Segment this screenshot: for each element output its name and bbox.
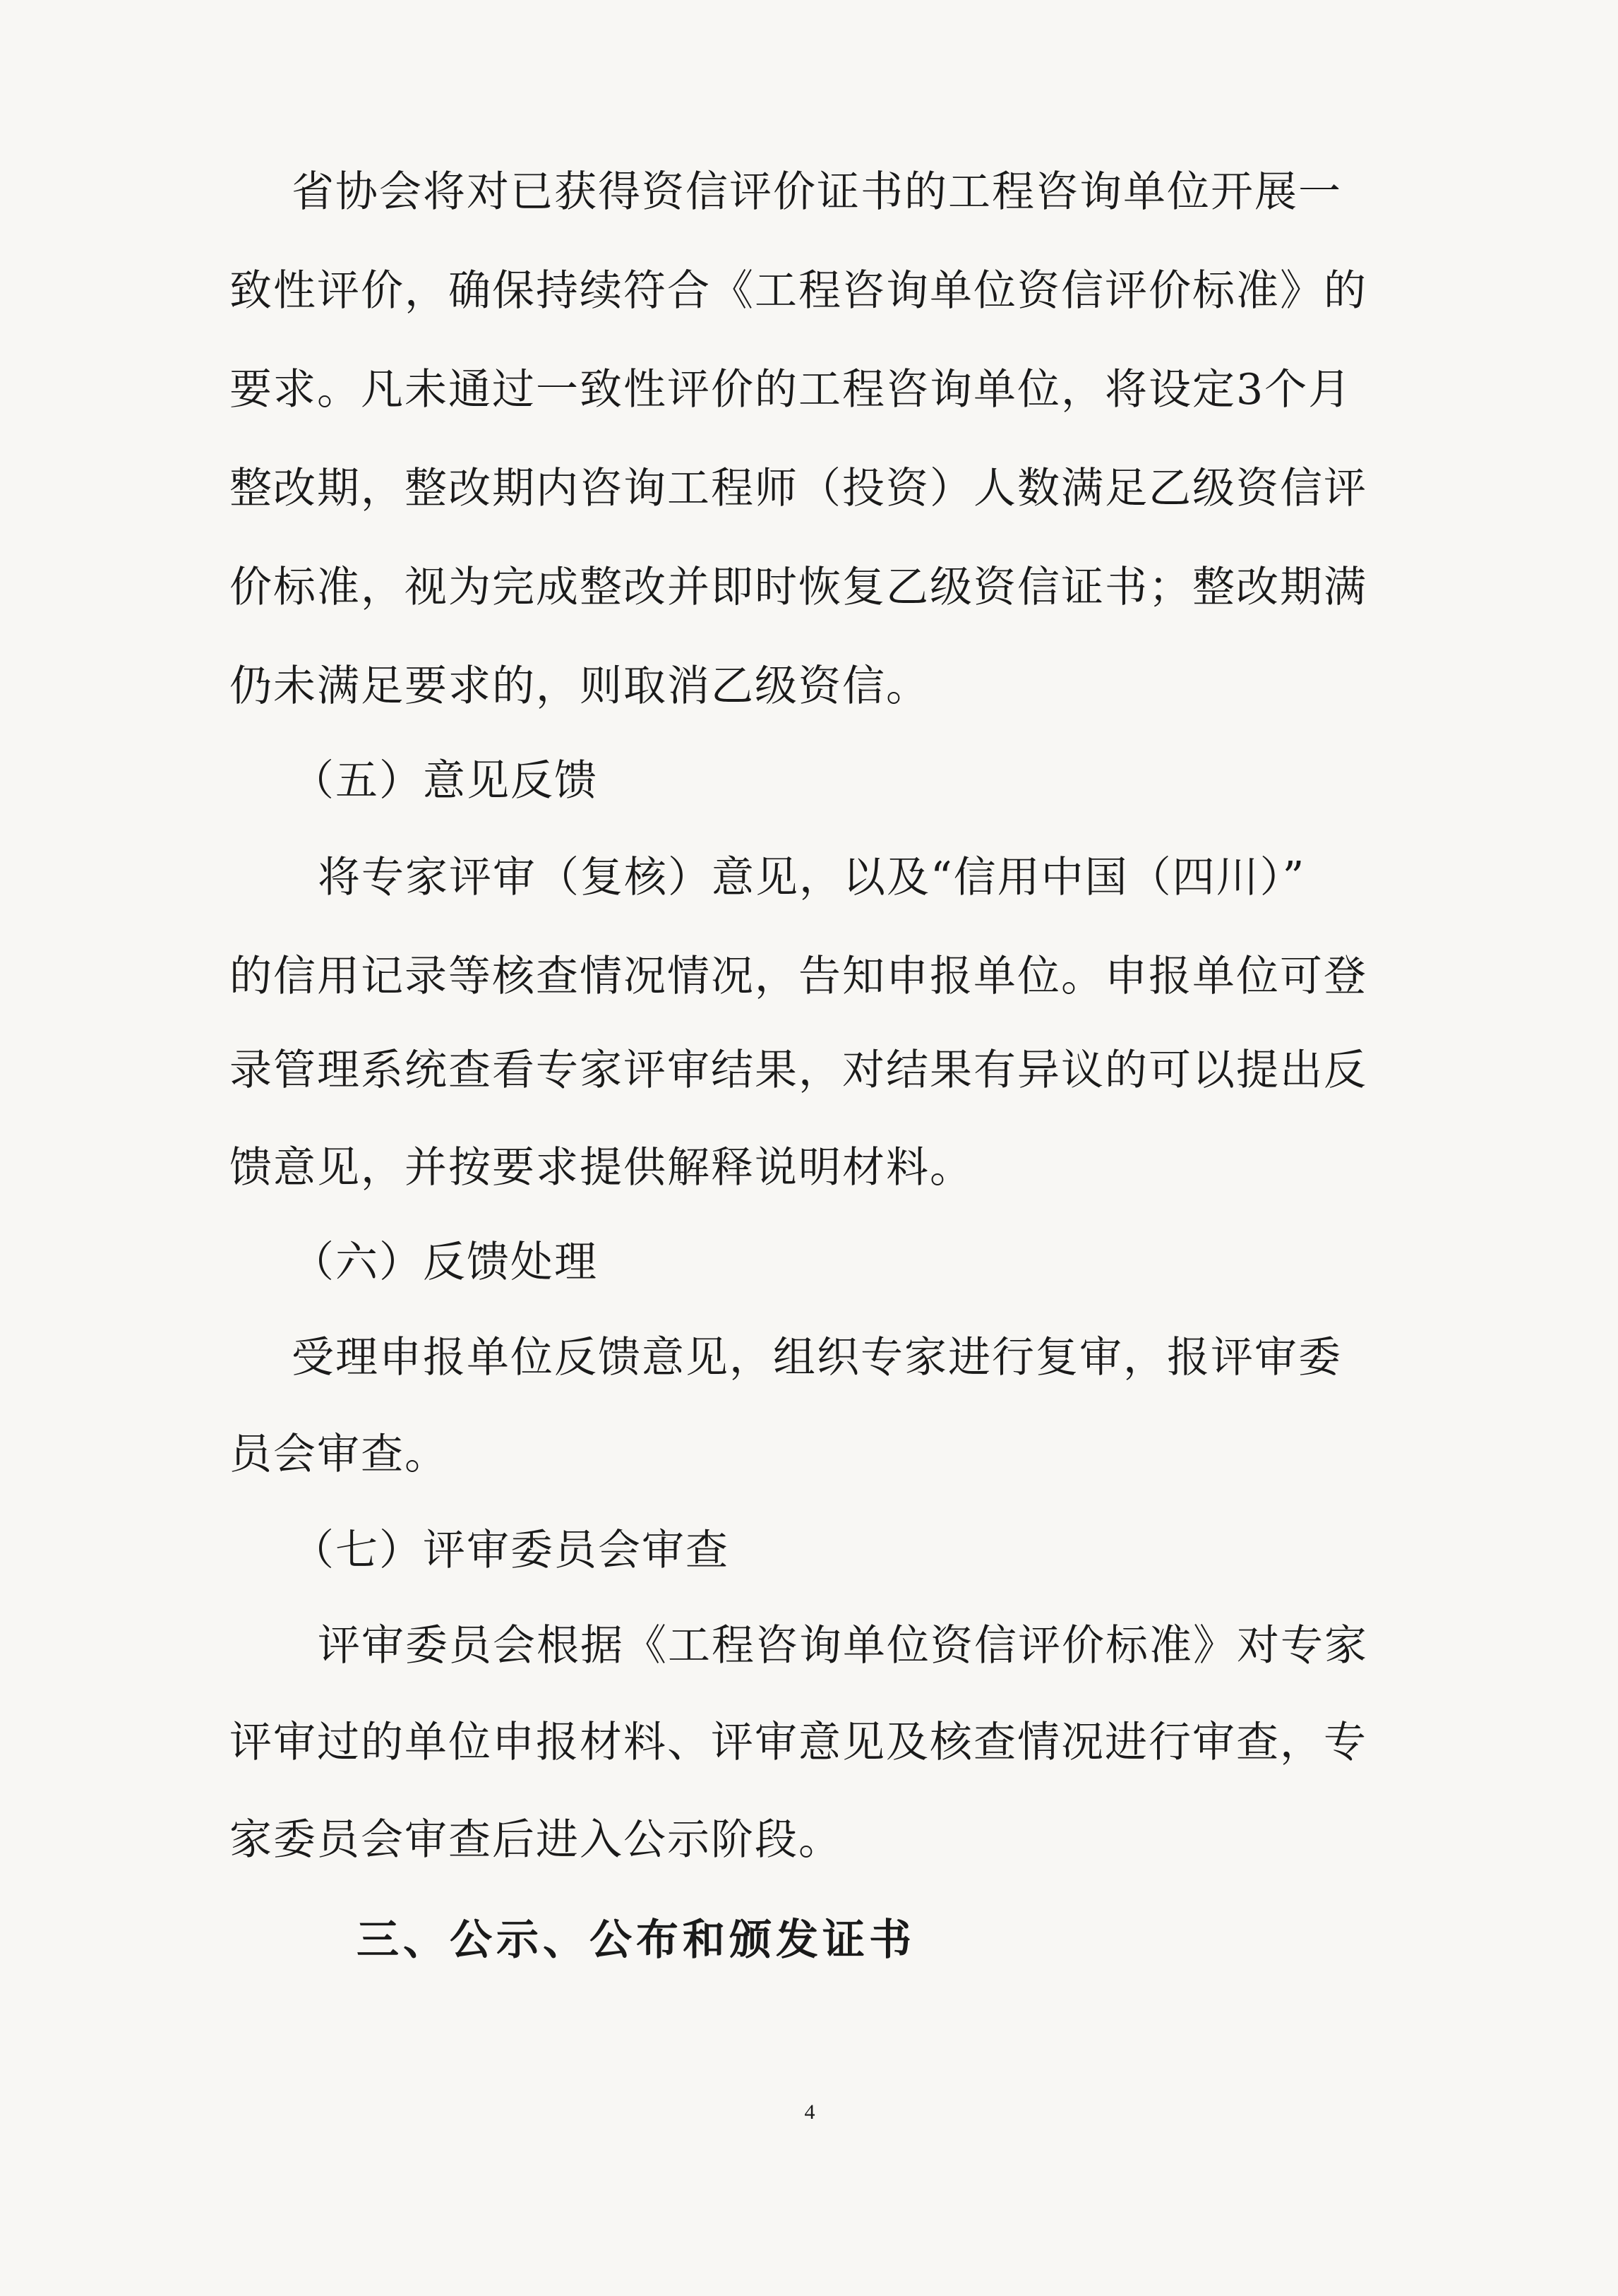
paragraph-line: 馈意见，并按要求提供解释说明材料。: [229, 1143, 973, 1192]
section-7-title: （七）评审委员会审查: [292, 1526, 729, 1575]
chapter-3-heading: 三、公示、公布和颁发证书: [356, 1915, 916, 1965]
paragraph-line: 致性评价，确保持续符合《工程咨询单位资信评价标准》的: [229, 266, 1367, 316]
page-number: 4: [804, 2100, 815, 2124]
section-5-title: （五）意见反馈: [292, 756, 598, 806]
section-6-title: （六）反馈处理: [292, 1238, 598, 1287]
paragraph-line: 省协会将对已获得资信评价证书的工程咨询单位开展一: [292, 167, 1342, 217]
paragraph-line: 要求。凡未通过一致性评价的工程咨询单位，将设定3个月: [229, 365, 1353, 414]
paragraph-line: 的信用记录等核查情况情况，告知申报单位。申报单位可登: [229, 952, 1367, 1001]
paragraph-line: 仍未满足要求的，则取消乙级资信。: [229, 662, 930, 711]
paragraph-line: 员会审查。: [229, 1430, 448, 1479]
paragraph-line: 整改期，整改期内咨询工程师（投资）人数满足乙级资信评: [229, 464, 1367, 513]
paragraph-line: 评审过的单位申报材料、评审意见及核查情况进行审查，专: [229, 1718, 1367, 1767]
paragraph-line: 录管理系统查看专家评审结果，对结果有异议的可以提出反: [229, 1046, 1367, 1095]
paragraph-line: 将专家评审（复核）意见，以及“信用中国（四川）”: [318, 853, 1306, 902]
paragraph-line: 受理申报单位反馈意见，组织专家进行复审，报评审委: [292, 1333, 1342, 1382]
paragraph-line: 价标准，视为完成整改并即时恢复乙级资信证书；整改期满: [229, 563, 1367, 612]
paragraph-line: 评审委员会根据《工程咨询单位资信评价标准》对专家: [318, 1621, 1368, 1670]
paragraph-line: 家委员会审查后进入公示阶段。: [229, 1815, 842, 1865]
